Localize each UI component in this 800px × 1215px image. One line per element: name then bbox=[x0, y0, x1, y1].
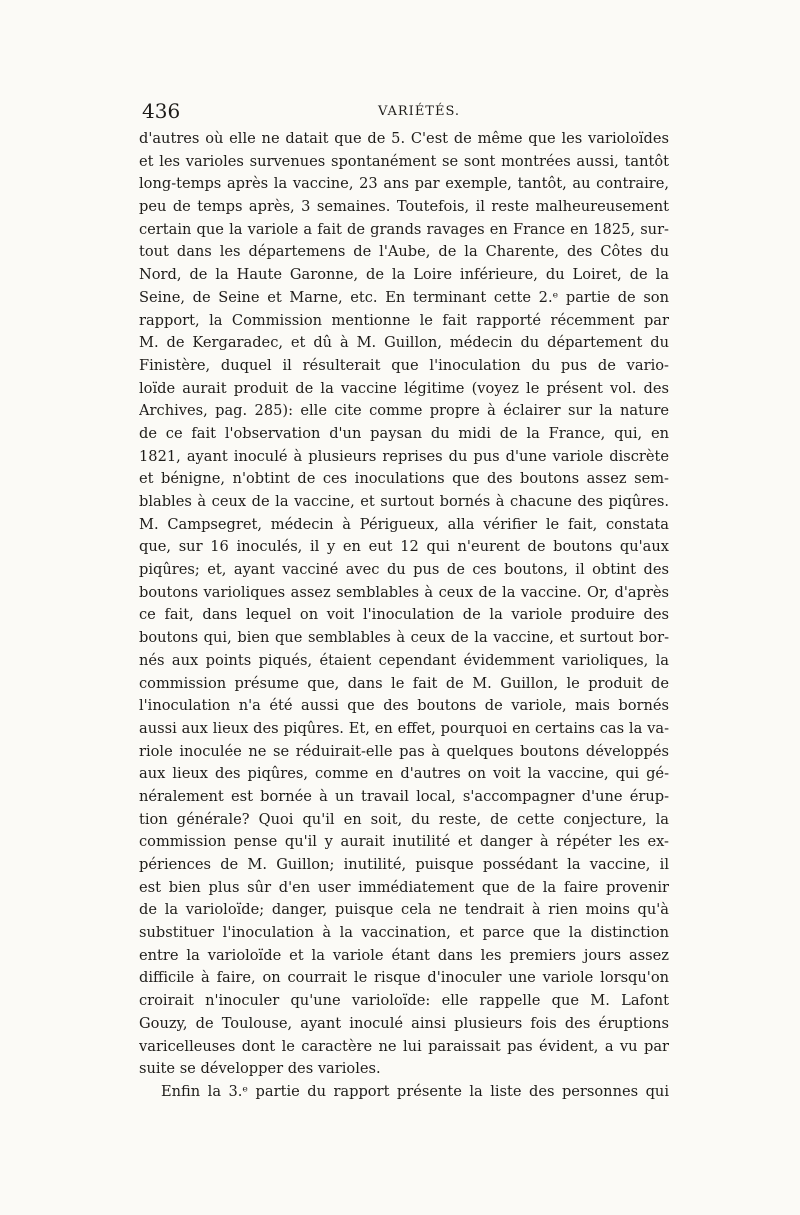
text-line: varicelleuses dont le caractère ne lui paraissait pas évident, a vu par bbox=[139, 1037, 669, 1055]
page-header bbox=[142, 100, 662, 122]
text-line: M. Campsegret, médecin à Périgueux, alla vérifier le fait, constata bbox=[139, 515, 669, 533]
text-line: commission pense qu'il y aurait inutilité et danger à répéter les ex- bbox=[139, 833, 669, 851]
text-line: croirait n'inoculer qu'une varioloïde: elle rappelle que M. Lafont bbox=[139, 992, 669, 1010]
text-line: Enfin la 3.ᵉ partie du rapport présente la liste des personnes qui bbox=[161, 1082, 669, 1100]
text-line: peu de temps après, 3 semaines. Toutefois, il reste malheureusement bbox=[139, 198, 669, 216]
text-line: et bénigne, n'obtint de ces inoculations que des boutons assez sem- bbox=[139, 470, 669, 488]
text-line: tout dans les départemens de l'Aube, de la Charente, des Côtes du bbox=[139, 243, 669, 261]
text-line: boutons varioliques assez semblables à ceux de la vaccine. Or, d'après bbox=[139, 583, 669, 601]
text-line: rapport, la Commission mentionne le fait rapporté récemment par bbox=[139, 311, 669, 329]
text-line: aussi aux lieux des piqûres. Et, en effet, pourquoi en certains cas la va- bbox=[139, 719, 669, 737]
text-line: Archives, pag. 285): elle cite comme propre à éclairer sur la nature bbox=[139, 402, 669, 420]
text-line: substituer l'inoculation à la vaccination, et parce que la distinction bbox=[139, 924, 669, 942]
text-line: loïde aurait produit de la vaccine légitime (voyez le présent vol. des bbox=[139, 379, 669, 397]
text-line: l'inoculation n'a été aussi que des boutons de variole, mais bornés bbox=[139, 697, 669, 715]
text-line: tion générale? Quoi qu'il en soit, du reste, de cette conjecture, la bbox=[139, 810, 669, 828]
text-line: certain que la variole a fait de grands ravages en France en 1825, sur- bbox=[139, 220, 669, 238]
text-line: périences de M. Guillon; inutilité, puisque possédant la vaccine, il bbox=[139, 856, 669, 873]
text-line: Nord, de la Haute Garonne, de la Loire inférieure, du Loiret, de la bbox=[139, 266, 669, 284]
text-line: néralement est bornée à un travail local, s'accompagner d'une érup- bbox=[139, 787, 669, 805]
text-line: nés aux points piqués, étaient cependant évidemment varioliques, la bbox=[139, 651, 669, 669]
text-line: Finistère, duquel il résulterait que l'inoculation du pus de vario- bbox=[139, 356, 669, 374]
text-line: piqûres; et, ayant vacciné avec du pus de ces boutons, il obtint des bbox=[139, 561, 669, 579]
running-head: VARIÉTÉS. bbox=[378, 104, 461, 119]
text-line: long-temps après la vaccine, 23 ans par exemple, tantôt, au contraire, bbox=[139, 175, 669, 193]
text-line: difficile à faire, on courrait le risque d'inoculer une variole lorsqu'on bbox=[139, 969, 669, 987]
text-line: d'autres où elle ne datait que de 5. C'est de même que les varioloïdes bbox=[139, 130, 669, 147]
text-line: 1821, ayant inoculé à plusieurs reprises du pus d'une variole discrète bbox=[139, 447, 669, 465]
text-line: de la varioloïde; danger, puisque cela ne tendrait à rien moins qu'à bbox=[139, 901, 669, 919]
text-line: Seine, de Seine et Marne, etc. En terminant cette 2.ᵉ partie de son bbox=[139, 288, 669, 306]
text-line: est bien plus sûr d'en user immédiatement que de la faire provenir bbox=[139, 878, 669, 896]
page-number: 436 bbox=[142, 99, 181, 123]
text-line: boutons qui, bien que semblables à ceux de la vaccine, et surtout bor- bbox=[139, 629, 669, 647]
text-line: que, sur 16 inoculés, il y en eut 12 qui n'eurent de boutons qu'aux bbox=[139, 538, 669, 556]
text-line: et les varioles survenues spontanément se sont montrées aussi, tantôt bbox=[139, 152, 669, 170]
text-line: commission présume que, dans le fait de M. Guillon, le produit de bbox=[139, 674, 669, 692]
text-line: ce fait, dans lequel on voit l'inoculation de la variole produire des bbox=[139, 606, 669, 624]
text-line: blables à ceux de la vaccine, et surtout bornés à chacune des piqûres. bbox=[139, 493, 669, 510]
text-line: M. de Kergaradec, et dû à M. Guillon, médecin du département du bbox=[139, 334, 669, 352]
text-line: aux lieux des piqûres, comme en d'autres on voit la vaccine, qui gé- bbox=[139, 765, 669, 783]
body-text bbox=[139, 128, 669, 1104]
text-line: entre la varioloïde et la variole étant dans les premiers jours assez bbox=[139, 946, 669, 964]
text-line: de ce fait l'observation d'un paysan du midi de la France, qui, en bbox=[139, 424, 669, 442]
text-line: Gouzy, de Toulouse, ayant inoculé ainsi plusieurs fois des éruptions bbox=[139, 1014, 669, 1032]
text-line: riole inoculée ne se réduirait-elle pas à quelques boutons développés bbox=[139, 742, 669, 760]
text-line: suite se développer des varioles. bbox=[139, 1060, 381, 1078]
